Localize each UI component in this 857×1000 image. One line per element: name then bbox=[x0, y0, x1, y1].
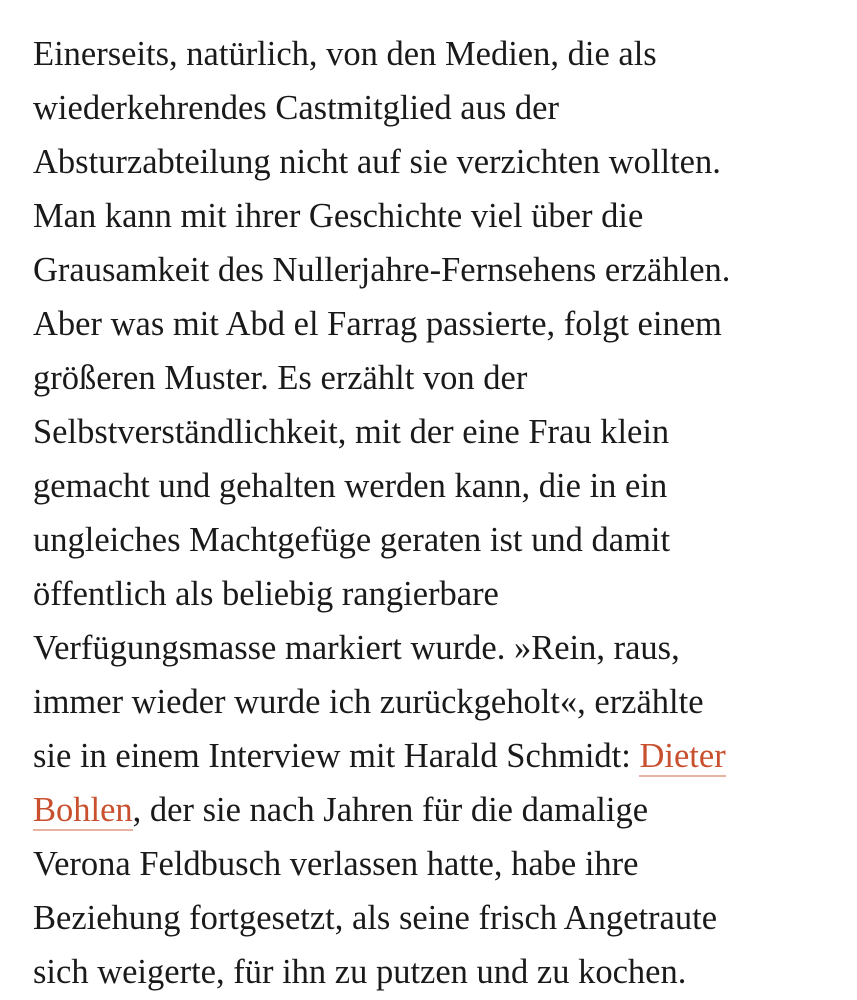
text-line: ungleiches Machtgefüge geraten ist und damit bbox=[33, 521, 671, 559]
text-line: immer wieder wurde ich zurückgeholt«, erzählte bbox=[33, 683, 704, 721]
text-line bbox=[33, 729, 833, 783]
text-line: Verona Feldbusch verlassen hatte, habe ihre bbox=[33, 845, 639, 883]
text-line: öffentlich als beliebig rangierbare bbox=[33, 575, 499, 613]
text-line: Man kann mit ihrer Geschichte viel über die bbox=[33, 197, 644, 235]
text-line bbox=[33, 783, 833, 837]
text-line: gemacht und gehalten werden kann, die in ein bbox=[33, 467, 668, 505]
text-line: Grausamkeit des Nullerjahre-Fernsehens erzählen. bbox=[33, 251, 731, 289]
text-line: Beziehung fortgesetzt, als seine frisch Angetraute bbox=[33, 899, 718, 937]
text-line: wiederkehrendes Castmitglied aus der bbox=[33, 89, 559, 127]
text-line: Aber was mit Abd el Farrag passierte, folgt einem bbox=[33, 305, 722, 343]
text-line: Absturzabteilung nicht auf sie verzichten wollten. bbox=[33, 143, 721, 181]
text-line: sich weigerte, für ihn zu putzen und zu kochen. bbox=[33, 953, 687, 991]
dieter-bohlen-link-part-1[interactable]: Dieter bbox=[639, 737, 726, 775]
text-segment: sie in einem Interview mit Harald Schmidt: bbox=[33, 737, 640, 775]
text-segment: , der sie nach Jahren für die damalige bbox=[132, 791, 649, 829]
article-body bbox=[33, 27, 833, 999]
text-line: Einerseits, natürlich, von den Medien, die als bbox=[33, 35, 657, 73]
text-line: Selbstverständlichkeit, mit der eine Frau klein bbox=[33, 413, 670, 451]
text-line: Verfügungsmasse markiert wurde. »Rein, raus, bbox=[33, 629, 680, 667]
article-paragraph bbox=[33, 27, 833, 999]
dieter-bohlen-link-part-2[interactable]: Bohlen bbox=[33, 791, 133, 829]
text-line: größeren Muster. Es erzählt von der bbox=[33, 359, 528, 397]
